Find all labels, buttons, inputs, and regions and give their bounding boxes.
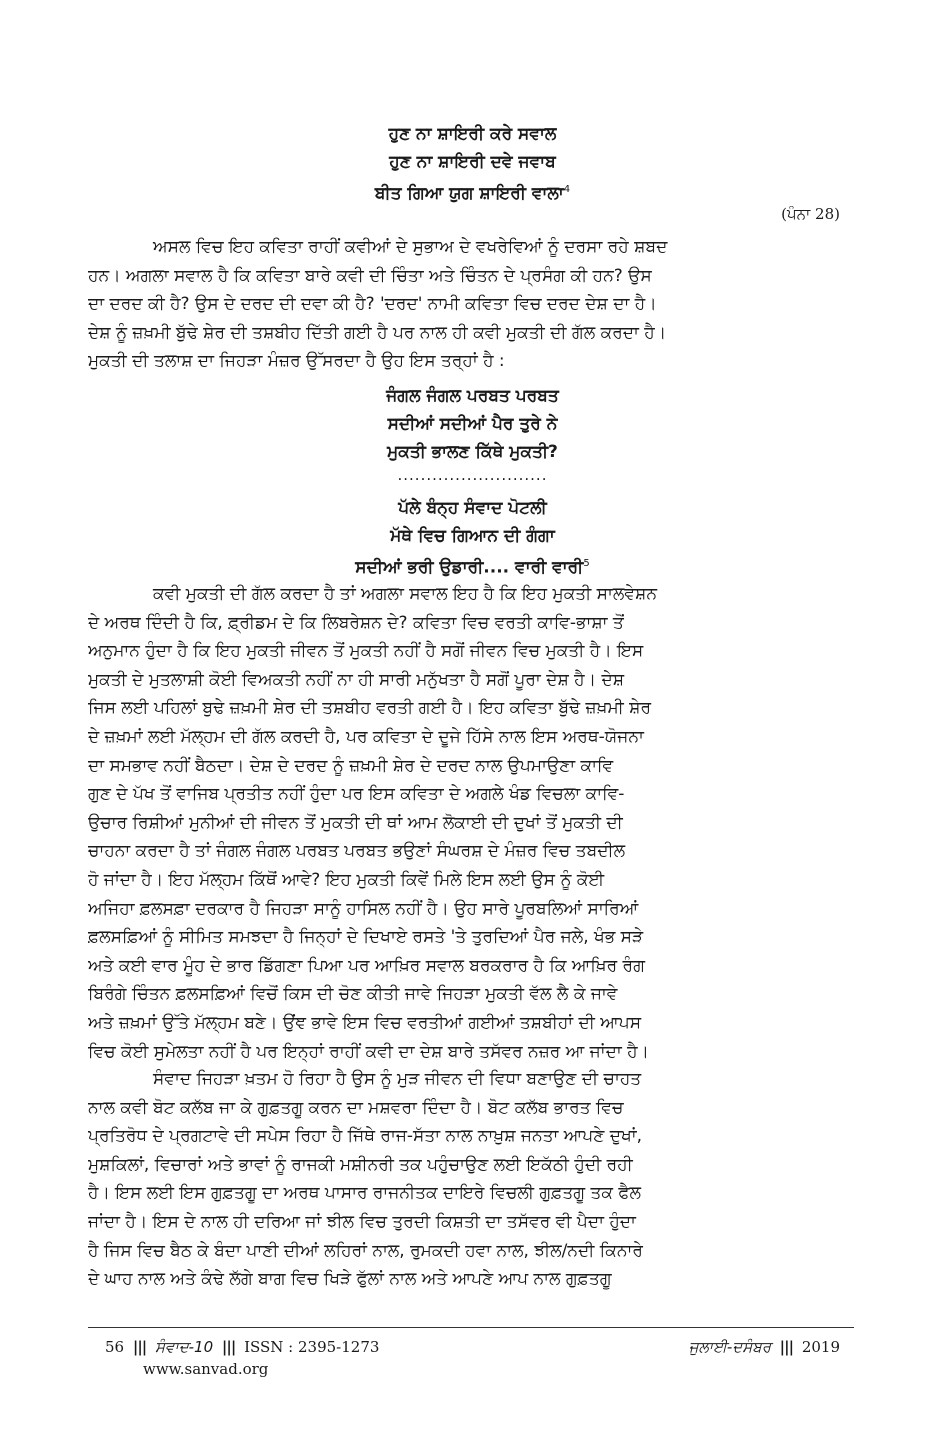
text-line: ਹਨ। ਅਗਲਾ ਸਵਾਲ ਹੈ ਕਿ ਕਵਿਤਾ ਬਾਰੇ ਕਵੀ ਦੀ ਚਿੰਤਾ ਅਤੇ ਚਿੰਤਨ ਦੇ ਪ੍ਰਸੰਗ ਕੀ ਹਨ? ਉਸ: [88, 265, 652, 286]
poem-line: ਮੱਥੇ ਵਿਚ ਗਿਆਨ ਦੀ ਗੰਗਾ: [390, 526, 555, 546]
separator: |||: [132, 1338, 147, 1356]
text-line: ਸੰਵਾਦ ਜਿਹੜਾ ਖ਼ਤਮ ਹੋ ਰਿਹਾ ਹੈ ਉਸ ਨੂੰ ਮੁੜ ਜੀਵਨ ਦੀ ਵਿਧਾ ਬਣਾਉਣ ਦੀ ਚਾਹਤ: [153, 1069, 642, 1089]
text-line: ਦੇ ਅਰਥ ਦਿੰਦੀ ਹੈ ਕਿ, ਫ਼੍ਰੀਡਮ ਦੇ ਕਿ ਲਿਬਰੇਸ਼ਨ ਦੇ? ਕਵਿਤਾ ਵਿਚ ਵਰਤੀ ਕਾਵਿ-ਭਾਸ਼ਾ ਤੋਂ: [88, 612, 624, 633]
poem-line: ਸਦੀਆਂ ਸਦੀਆਂ ਪੈਰ ਤੁਰੇ ਨੇ: [387, 414, 558, 434]
text-line: ਦੇ ਘਾਹ ਨਾਲ ਅਤੇ ਕੰਢੇ ਲੱਗੇ ਬਾਗ ਵਿਚ ਖਿੜੇ ਫੁੱਲਾਂ ਨਾਲ ਅਤੇ ਆਪਣੇ ਆਪ ਨਾਲ ਗੁਫ਼ਤਗੂ: [88, 1269, 612, 1290]
text-line: ਜਾਂਦਾ ਹੈ। ਇਸ ਦੇ ਨਾਲ ਹੀ ਦਰਿਆ ਜਾਂ ਝੀਲ ਵਿਚ ਤੁਰਦੀ ਕਿਸ਼ਤੀ ਦਾ ਤਸੱਵਰ ਵੀ ਪੈਦਾ ਹੁੰਦਾ: [88, 1211, 636, 1232]
magazine-name: ਸੰਵਾਦ-10: [155, 1338, 214, 1356]
text-line: ਗੁਣ ਦੇ ਪੱਖ ਤੋਂ ਵਾਜਿਬ ਪ੍ਰਤੀਤ ਨਹੀਂ ਹੁੰਦਾ ਪਰ ਇਸ ਕਵਿਤਾ ਦੇ ਅਗਲੇ ਖੰਡ ਵਿਚਲਾ ਕਾਵਿ-: [88, 784, 625, 805]
text-line: ਉਚਾਰ ਰਿਸ਼ੀਆਂ ਮੁਨੀਆਂ ਦੀ ਜੀਵਨ ਤੋਂ ਮੁਕਤੀ ਦੀ ਥਾਂ ਆਮ ਲੋਕਾਈ ਦੀ ਦੁਖਾਂ ਤੋਂ ਮੁਕਤੀ ਦੀ: [88, 812, 623, 833]
paragraph-2: [88, 580, 854, 1066]
page-reference: (ਪੰਨਾ 28): [781, 205, 840, 223]
issue-year: 2019: [801, 1338, 840, 1356]
text-line: ਦੇਸ਼ ਨੂੰ ਜ਼ਖ਼ਮੀ ਬੁੱਢੇ ਸ਼ੇਰ ਦੀ ਤਸ਼ਬੀਹ ਦਿੱਤੀ ਗਈ ਹੈ ਪਰ ਨਾਲ ਹੀ ਕਵੀ ਮੁਕਤੀ ਦੀ ਗੱਲ ਕਰਦਾ ਹੈ।: [88, 322, 667, 343]
text-line: ਹੈ ਜਿਸ ਵਿਚ ਬੈਠ ਕੇ ਬੰਦਾ ਪਾਣੀ ਦੀਆਂ ਲਹਿਰਾਂ ਨਾਲ, ਰੁਮਕਦੀ ਹਵਾ ਨਾਲ, ਝੀਲ/ਨਦੀ ਕਿਨਾਰੇ: [88, 1240, 643, 1261]
issn-number: ISSN : 2395-1273: [244, 1338, 380, 1356]
text-line: ਅਤੇ ਜ਼ਖ਼ਮਾਂ ਉੱਤੇ ਮੱਲ੍ਹਮ ਬਣੇ। ਉਂਞ ਭਾਵੇ ਇਸ ਵਿਚ ਵਰਤੀਆਂ ਗਈਆਂ ਤਸ਼ਬੀਹਾਂ ਦੀ ਆਪਸ: [88, 1012, 642, 1033]
poem-line: [90, 176, 855, 208]
text-line: ਦੇ ਜ਼ਖ਼ਮਾਂ ਲਈ ਮੱਲ੍ਹਮ ਦੀ ਗੱਲ ਕਰਦੀ ਹੈ, ਪਰ ਕਵਿਤਾ ਦੇ ਦੂਜੇ ਹਿੱਸੇ ਨਾਲ ਇਸ ਅਰਥ-ਯੋਜਨਾ: [88, 726, 644, 747]
poem-line: ਹੁਣ ਨਾ ਸ਼ਾਇਰੀ ਕਰੇ ਸਵਾਲ: [388, 124, 557, 144]
text-line: ਨਾਲ ਕਵੀ ਬੋਟ ਕਲੱਬ ਜਾ ਕੇ ਗੁਫ਼ਤਗੂ ਕਰਨ ਦਾ ਮਸ਼ਵਰਾ ਦਿੰਦਾ ਹੈ। ਬੋਟ ਕਲੱਬ ਭਾਰਤ ਵਿਚ: [88, 1097, 624, 1118]
footer-left: [105, 1338, 379, 1356]
footer-right: [689, 1338, 840, 1356]
text-line: ਚਾਹਨਾ ਕਰਦਾ ਹੈ ਤਾਂ ਜੰਗਲ ਜੰਗਲ ਪਰਬਤ ਪਰਬਤ ਭਉਣਾਂ ਸੰਘਰਸ਼ ਦੇ ਮੰਜ਼ਰ ਵਿਚ ਤਬਦੀਲ: [88, 841, 626, 862]
poem-line: ਪੱਲੇ ਬੰਨ੍ਹ ਸੰਵਾਦ ਪੋਟਲੀ: [398, 498, 547, 518]
text-line: ਅਜਿਹਾ ਫ਼ਲਸਫ਼ਾ ਦਰਕਾਰ ਹੈ ਜਿਹੜਾ ਸਾਨੂੰ ਹਾਸਿਲ ਨਹੀਂ ਹੈ। ਉਹ ਸਾਰੇ ਪੂਰਬਲਿਆਂ ਸਾਰਿਆਂ: [88, 898, 639, 919]
poem-line-text: ਬੀਤ ਗਿਆ ਯੁਗ ਸ਼ਾਇਰੀ ਵਾਲਾ: [374, 183, 564, 204]
text-line: ਪ੍ਰਤਿਰੋਧ ਦੇ ਪ੍ਰਗਟਾਵੇ ਦੀ ਸਪੇਸ ਰਿਹਾ ਹੈ ਜਿੱਥੇ ਰਾਜ-ਸੱਤਾ ਨਾਲ ਨਾਖ਼ੁਸ਼ ਜਨਤਾ ਆਪਣੇ ਦੁਖਾਂ,: [88, 1126, 642, 1147]
poem-line: [90, 550, 855, 582]
text-line: ਦਾ ਸਮਭਾਵ ਨਹੀਂ ਬੈਠਦਾ। ਦੇਸ਼ ਦੇ ਦਰਦ ਨੂੰ ਜ਼ਖ਼ਮੀ ਸ਼ੇਰ ਦੇ ਦਰਦ ਨਾਲ ਉਪਮਾਉਣਾ ਕਾਵਿ: [88, 755, 614, 776]
footer-divider: [88, 1327, 854, 1328]
text-line: ਫ਼ਲਸਫ਼ਿਆਂ ਨੂੰ ਸੀਮਿਤ ਸਮਝਦਾ ਹੈ ਜਿਨ੍ਹਾਂ ਦੇ ਦਿਖਾਏ ਰਸਤੇ 'ਤੇ ਤੁਰਦਿਆਂ ਪੈਰ ਜਲੇ, ਖੰਭ ਸੜੇ: [88, 927, 644, 948]
poem-stanza-2: [90, 382, 855, 466]
paragraph-3: [88, 1065, 854, 1294]
text-line: ਅਸਲ ਵਿਚ ਇਹ ਕਵਿਤਾ ਰਾਹੀਂ ਕਵੀਆਂ ਦੇ ਸੁਭਾਅ ਦੇ ਵਖਰੇਵਿਆਂ ਨੂੰ ਦਰਸਾ ਰਹੇ ਸ਼ਬਦ: [153, 237, 668, 257]
issue-period: ਜੁਲਾਈ-ਦਸੰਬਰ: [688, 1338, 771, 1356]
footnote-marker: 5: [583, 558, 590, 569]
poem-line: ਮੁਕਤੀ ਭਾਲਣ ਕਿੱਥੇ ਮੁਕਤੀ?: [387, 442, 558, 462]
text-line: ਜਿਸ ਲਈ ਪਹਿਲਾਂ ਬੁਢੇ ਜ਼ਖ਼ਮੀ ਸ਼ੇਰ ਦੀ ਤਸ਼ਬੀਹ ਵਰਤੀ ਗਈ ਹੈ। ਇਹ ਕਵਿਤਾ ਬੁੱਢੇ ਜ਼ਖ਼ਮੀ ਸ਼ੇਰ: [88, 698, 652, 719]
text-line: ਅਤੇ ਕਈ ਵਾਰ ਮੂੰਹ ਦੇ ਭਾਰ ਡਿੱਗਣਾ ਪਿਆ ਪਰ ਆਖ਼ਿਰ ਸਵਾਲ ਬਰਕਰਾਰ ਹੈ ਕਿ ਆਖ਼ਿਰ ਰੰਗ: [88, 955, 645, 976]
poem-line-text: ਸਦੀਆਂ ਭਰੀ ਉਡਾਰੀ.... ਵਾਰੀ ਵਾਰੀ: [355, 557, 584, 578]
text-line: ਅਨੁਮਾਨ ਹੁੰਦਾ ਹੈ ਕਿ ਇਹ ਮੁਕਤੀ ਜੀਵਨ ਤੋਂ ਮੁਕਤੀ ਨਹੀਂ ਹੈ ਸਗੋਂ ਜੀਵਨ ਵਿਚ ਮੁਕਤੀ ਹੈ। ਇਸ: [88, 641, 644, 662]
text-line: ਦਾ ਦਰਦ ਕੀ ਹੈ? ਉਸ ਦੇ ਦਰਦ ਦੀ ਦਵਾ ਕੀ ਹੈ? 'ਦਰਦ' ਨਾਮੀ ਕਵਿਤਾ ਵਿਚ ਦਰਦ ਦੇਸ਼ ਦਾ ਹੈ।: [88, 294, 657, 315]
text-line: ਮੁਕਤੀ ਦੇ ਮੁਤਲਾਸ਼ੀ ਕੋਈ ਵਿਅਕਤੀ ਨਹੀਂ ਨਾ ਹੀ ਸਾਰੀ ਮਨੁੱਖਤਾ ਹੈ ਸਗੋਂ ਪੂਰਾ ਦੇਸ਼ ਹੈ। ਦੇਸ਼: [88, 669, 625, 690]
page-number: 56: [105, 1338, 125, 1356]
poem-stanza-1: [90, 120, 855, 208]
paragraph-1: [88, 233, 854, 376]
text-line: ਕਵੀ ਮੁਕਤੀ ਦੀ ਗੱਲ ਕਰਦਾ ਹੈ ਤਾਂ ਅਗਲਾ ਸਵਾਲ ਇਹ ਹੈ ਕਿ ਇਹ ਮੁਕਤੀ ਸਾਲਵੇਸ਼ਨ: [153, 584, 657, 604]
text-line: ਵਿਚ ਕੋਈ ਸੁਮੇਲਤਾ ਨਹੀਂ ਹੈ ਪਰ ਇਨ੍ਹਾਂ ਰਾਹੀਂ ਕਵੀ ਦਾ ਦੇਸ਼ ਬਾਰੇ ਤਸੱਵਰ ਨਜ਼ਰ ਆ ਜਾਂਦਾ ਹੈ।: [88, 1041, 649, 1062]
text-line: ਹੋ ਜਾਂਦਾ ਹੈ। ਇਹ ਮੱਲ੍ਹਮ ਕਿੱਥੋਂ ਆਵੇ? ਇਹ ਮੁਕਤੀ ਕਿਵੇਂ ਮਿਲੇ ਇਸ ਲਈ ਉਸ ਨੂੰ ਕੋਈ: [88, 869, 605, 890]
text-line: ਮੁਸ਼ਕਿਲਾਂ, ਵਿਚਾਰਾਂ ਅਤੇ ਭਾਵਾਂ ਨੂੰ ਰਾਜਕੀ ਮਸ਼ੀਨਰੀ ਤਕ ਪਹੁੰਚਾਉਣ ਲਈ ਇਕੱਠੀ ਹੁੰਦੀ ਰਹੀ: [88, 1154, 633, 1175]
text-line: ਮੁਕਤੀ ਦੀ ਤਲਾਸ਼ ਦਾ ਜਿਹੜਾ ਮੰਜ਼ਰ ਉੱਸਰਦਾ ਹੈ ਉਹ ਇਸ ਤਰ੍ਹਾਂ ਹੈ :: [88, 351, 505, 372]
website-link[interactable]: www.sanvad.org: [143, 1360, 269, 1378]
separator: |||: [221, 1338, 236, 1356]
ellipsis-divider: ..........................: [397, 466, 548, 484]
poem-line: ਹੁਣ ਨਾ ਸ਼ਾਇਰੀ ਦਵੇ ਜਵਾਬ: [389, 152, 556, 172]
footnote-marker: 4: [563, 184, 571, 195]
poem-stanza-3: [90, 494, 855, 582]
separator: |||: [779, 1338, 794, 1356]
text-line: ਹੈ। ਇਸ ਲਈ ਇਸ ਗੁਫ਼ਤਗੂ ਦਾ ਅਰਥ ਪਾਸਾਰ ਰਾਜਨੀਤਕ ਦਾਇਰੇ ਵਿਚਲੀ ਗੁਫ਼ਤਗੂ ਤਕ ਫੈਲ: [88, 1183, 641, 1204]
text-line: ਬਿਰੰਗੇ ਚਿੰਤਨ ਫ਼ਲਸਫ਼ਿਆਂ ਵਿਚੋਂ ਕਿਸ ਦੀ ਚੋਣ ਕੀਤੀ ਜਾਵੇ ਜਿਹੜਾ ਮੁਕਤੀ ਵੱਲ ਲੈ ਕੇ ਜਾਵੇ: [88, 984, 618, 1005]
poem-line: ਜੰਗਲ ਜੰਗਲ ਪਰਬਤ ਪਰਬਤ: [386, 386, 559, 406]
